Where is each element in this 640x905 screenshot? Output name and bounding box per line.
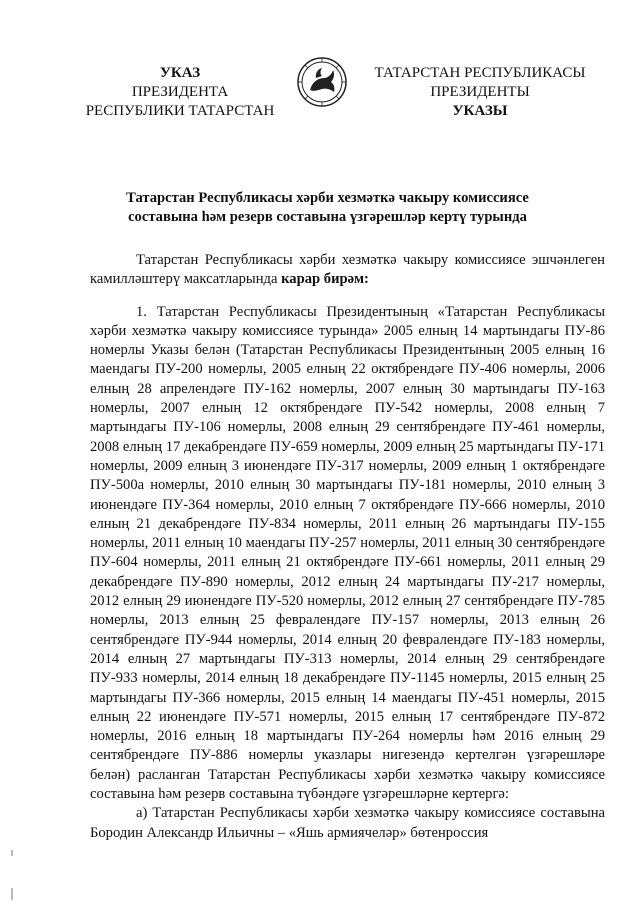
decree-title-line-2: составына һәм резерв составына үзгәрешләр кертү турында — [128, 209, 527, 225]
coat-of-arms-icon — [296, 56, 348, 108]
intro-paragraph — [90, 251, 605, 290]
decree-title-line-1: Татарстан Республикасы хәрби хезмәткә чакыру комиссиясе — [126, 190, 529, 206]
header-left-line-3: РЕСПУБЛИКИ ТАТАРСТАН — [85, 103, 275, 119]
header-right-line-1: ТАТАРСТАН РЕСПУБЛИКАСЫ — [374, 65, 586, 81]
intro-text: Татарстан Республикасы хәрби хезмәткә чакыру комиссиясе эшчәнлеген камилләштерү максатларында — [90, 252, 605, 288]
scan-margin-mark — [10, 850, 14, 900]
document-header — [0, 64, 640, 134]
decree-title — [70, 189, 585, 227]
header-right-block — [360, 64, 600, 121]
header-left-line-1: УКАЗ — [159, 65, 201, 81]
intro-decision: карар бирәм: — [281, 271, 369, 288]
header-left-block — [80, 64, 280, 121]
item-1-paragraph: 1. Татарстан Республикасы Президентының «Татарстан Республикасы хәрби хезмәткә чакыру комиссиясе турында» 2005 елның 14 мартындагы ПУ-86 номерлы Указы белән (Татарстан Республикасы Президентының 2005 елның 16 маендагы ПУ-200 номерлы, 2005 елның 22 октябрендәге ПУ-406 номерлы, 2006 елның 28 апрелендәге ПУ-162 номерлы, 2007 елның 30 мартындагы ПУ-163 номерлы, 2007 елның 12 октябрендәге ПУ-542 номерлы, 2008 елның 7 мартындагы ПУ-106 номерлы, 2008 елның 29 сентябрендәге ПУ-461 номерлы, 2008 елның 17 декабрендәге ПУ-659 номерлы, 2009 елның 25 мартындагы ПУ-171 номерлы, 2009 елның 3 июнендәге ПУ-317 номерлы, 2009 елның 1 октябрендәге ПУ-500а номерлы, 2010 елның 30 мартындагы ПУ-181 номерлы, 2010 елның 3 июнендәге ПУ-364 номерлы, 2010 елның 7 октябрендәге ПУ-666 номерлы, 2010 елның 21 декабрендәге ПУ-834 номерлы, 2011 елның 26 мартындагы ПУ-155 номерлы, 2011 елның 10 маендагы ПУ-257 номерлы, 2011 елның 30 сентябрендәге ПУ-604 номерлы, 2011 елның 21 октябрендәге ПУ-661 номерлы, 2011 елның 29 декабрендәге ПУ-890 номерлы, 2012 елның 24 мартындагы ПУ-217 номерлы, 2012 елның 29 июнендәге ПУ-520 номерлы, 2012 елның 27 сентябрендәге ПУ-785 номерлы, 2013 елның 25 февралендәге ПУ-157 номерлы, 2013 елның 26 сентябрендәге ПУ-944 номерлы, 2014 елның 20 февралендәге ПУ-183 номерлы, 2014 елның 27 мартындагы ПУ-313 номерлы, 2014 елның 29 сентябрендәге ПУ-933 номерлы, 2014 елның 18 декабрендәге ПУ-1145 номерлы, 2015 елның 25 мартындагы ПУ-366 номерлы, 2015 елның 14 маендагы ПУ-451 номерлы, 2015 елның 22 июнендәге ПУ-571 номерлы, 2015 елның 17 сентябрендәге ПУ-872 номерлы, 2016 елның 18 мартындагы ПУ-264 номерлы һәм 2016 елның 29 сентябрендәге ПУ-886 номерлы указлары нигезендә кертелгән үзгәрешләре белән) расланган Татарстан Республикасы хәрби хезмәткә чакыру комиссиясе составына һәм резерв составына түбәндәге үзгәрешләрне кертергә: — [90, 303, 605, 803]
header-right-line-3: УКАЗЫ — [452, 103, 508, 119]
item-a-paragraph: а) Татарстан Республикасы хәрби хезмәткә чакыру комиссиясе составына Бородин Александр Ильичны – «Яшь армиячеләр» бөтенроссия — [90, 805, 605, 841]
header-right-line-2: ПРЕЗИДЕНТЫ — [430, 84, 530, 100]
decree-body — [90, 251, 605, 843]
header-left-line-2: ПРЕЗИДЕНТА — [131, 84, 229, 100]
